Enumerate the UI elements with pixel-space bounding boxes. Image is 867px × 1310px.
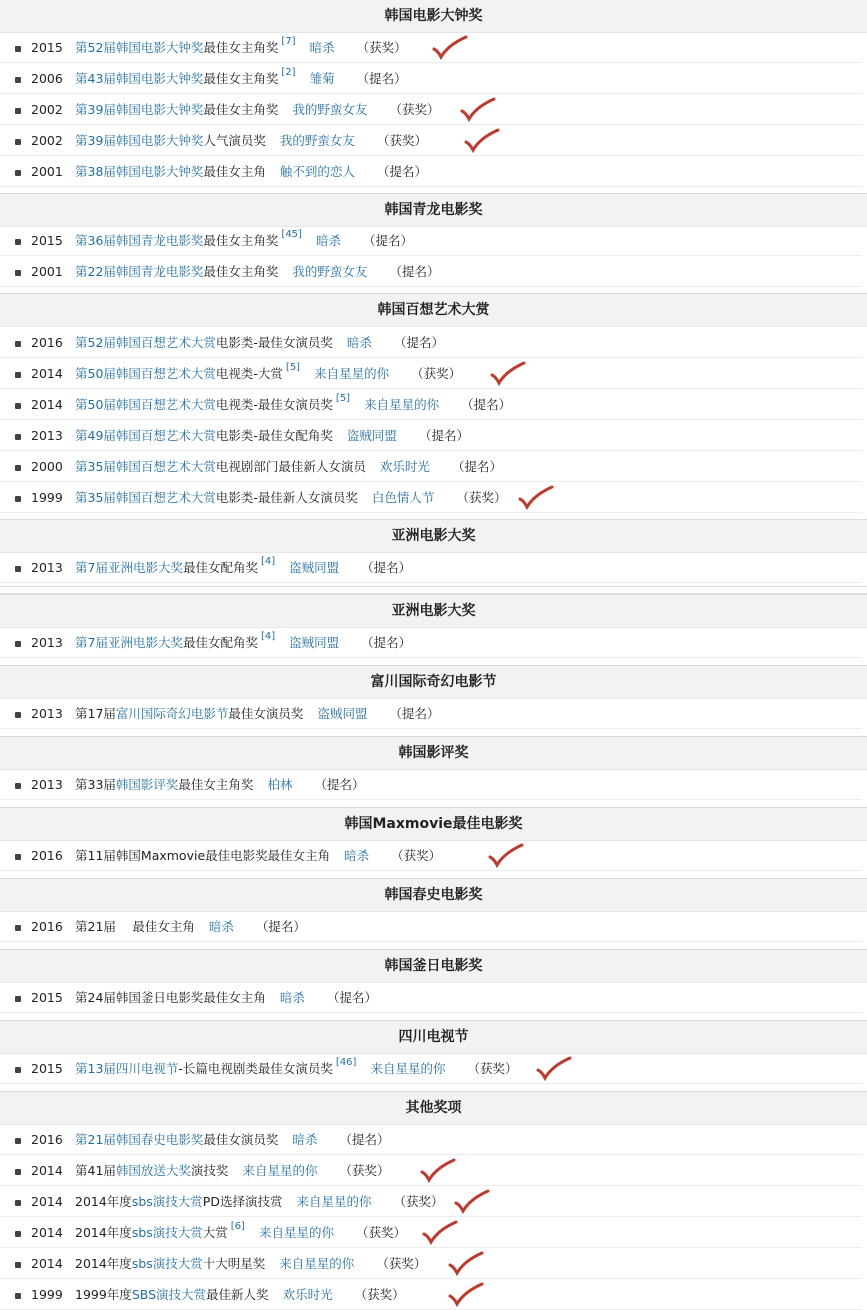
section-header: 四川电视节 [0, 1020, 867, 1054]
award-year: 2016 [31, 919, 63, 934]
award-category: 演技奖 [190, 1163, 229, 1178]
award-prefix: 1999年度 [75, 1287, 132, 1302]
work-title-link[interactable]: 盗贼同盟 [317, 706, 368, 721]
award-year: 2001 [31, 264, 63, 279]
award-result: （获奖） [389, 102, 440, 117]
award-result: （获奖） [393, 1194, 444, 1209]
award-event-link[interactable]: sbs演技大赏 [131, 1256, 203, 1271]
award-prefix: 2014年度 [75, 1256, 132, 1271]
award-result: （获奖） [339, 1163, 390, 1178]
square-bullet-icon [15, 1138, 21, 1144]
award-row [0, 95, 862, 125]
award-event-link[interactable]: 第50届韩国百想艺术大赏 [75, 366, 216, 381]
award-year: 2016 [31, 1132, 63, 1147]
award-result: （获奖） [376, 133, 427, 148]
square-bullet-icon [15, 372, 21, 378]
award-row [0, 983, 862, 1013]
award-result: （获奖） [376, 1256, 427, 1271]
section-header: 韩国青龙电影奖 [0, 193, 867, 227]
award-category: 最佳女主角奖 [203, 102, 279, 117]
square-bullet-icon [15, 925, 21, 931]
square-bullet-icon [15, 239, 21, 245]
award-row [0, 390, 862, 420]
award-category: 十大明星奖 [202, 1256, 266, 1271]
work-title-link[interactable]: 欢乐时光 [282, 1287, 333, 1302]
award-prefix: 第17届 [75, 706, 116, 721]
award-category: 电视类-大赏 [215, 366, 283, 381]
award-year: 2013 [31, 560, 63, 575]
work-title-link[interactable]: 盗贼同盟 [289, 560, 340, 575]
award-event-link[interactable]: 第39届韩国电影大钟奖 [75, 133, 204, 148]
section-header: 亚洲电影大奖 [0, 594, 867, 628]
award-row [0, 1054, 862, 1084]
award-category: 电视类-最佳女演员奖 [215, 397, 333, 412]
reference-link[interactable]: [4] [260, 556, 276, 567]
square-bullet-icon [15, 465, 21, 471]
work-title-link[interactable]: 雏菊 [309, 71, 335, 86]
award-result: （提名） [362, 233, 413, 248]
award-result: （提名） [461, 397, 512, 412]
work-title-link[interactable]: 白色情人节 [371, 490, 435, 505]
award-year: 2014 [31, 1256, 63, 1271]
award-event-link[interactable]: sbs演技大赏 [131, 1194, 203, 1209]
red-checkmark-icon [462, 126, 502, 156]
award-event-link[interactable]: 第36届韩国青龙电影奖 [75, 233, 204, 248]
award-result: （提名） [361, 635, 412, 650]
reference-link[interactable]: [7] [281, 36, 296, 47]
square-bullet-icon [15, 170, 21, 176]
work-title-link[interactable]: 来自星星的你 [314, 366, 390, 381]
award-row [0, 1187, 862, 1217]
award-row [0, 421, 862, 451]
award-category: 最佳女主角奖 [203, 264, 279, 279]
award-event-link[interactable]: 韩国影评奖 [115, 777, 179, 792]
square-bullet-icon [15, 712, 21, 718]
award-result: （提名） [314, 777, 365, 792]
reference-link[interactable]: [5] [335, 393, 351, 404]
red-checkmark-icon [418, 1156, 458, 1186]
section-header: 韩国百想艺术大赏 [0, 293, 867, 327]
work-title-link[interactable]: 来自星星的你 [242, 1163, 318, 1178]
award-year: 1999 [31, 490, 63, 505]
award-event-link[interactable]: 第7届亚洲电影大奖 [75, 560, 183, 575]
red-checkmark-icon [486, 841, 526, 871]
award-prefix: 2014年度 [75, 1194, 132, 1209]
award-year: 2016 [31, 848, 63, 863]
award-category: 最佳女配角奖 [182, 560, 258, 575]
square-bullet-icon [15, 77, 21, 83]
award-event-link[interactable]: 第49届韩国百想艺术大赏 [75, 428, 216, 443]
award-category: 人气演员奖 [203, 133, 266, 148]
award-row [0, 33, 862, 63]
award-event-link[interactable]: 第21届韩国春史电影奖 [75, 1132, 204, 1147]
award-row [0, 912, 862, 942]
award-event-link[interactable]: 第13届四川电视节 [75, 1061, 179, 1076]
square-bullet-icon [15, 270, 21, 276]
award-row [0, 226, 862, 256]
award-prefix: 第24届韩国釜日电影奖最佳女主角 [75, 990, 266, 1005]
award-result: （提名） [389, 264, 440, 279]
square-bullet-icon [15, 46, 21, 52]
award-year: 2014 [31, 1225, 63, 1240]
award-result: （提名） [356, 71, 407, 86]
square-bullet-icon [15, 1262, 21, 1268]
work-title-link[interactable]: 我的野蛮女友 [292, 264, 368, 279]
red-checkmark-icon [534, 1054, 574, 1084]
work-title-link[interactable]: 欢乐时光 [379, 459, 430, 474]
award-row [0, 257, 862, 287]
award-event-link[interactable]: 富川国际奇幻电影节 [115, 706, 229, 721]
award-row [0, 359, 862, 389]
work-title-link[interactable]: 柏林 [267, 777, 293, 792]
award-category: 最佳女演员奖 [228, 706, 304, 721]
award-row [0, 1156, 862, 1186]
award-result: （获奖） [411, 366, 462, 381]
section-header: 韩国影评奖 [0, 736, 867, 770]
award-result: （获奖） [355, 1225, 406, 1240]
award-row [0, 553, 862, 583]
award-row [0, 628, 862, 658]
award-row [0, 770, 862, 800]
award-prefix: 第11届韩国Maxmovie最佳电影奖最佳女主角 [75, 848, 331, 863]
section-header: 韩国Maxmovie最佳电影奖 [0, 807, 867, 841]
section-divider [0, 586, 867, 594]
award-category: 最佳女演员奖 [203, 1132, 279, 1147]
award-year: 2002 [31, 133, 63, 148]
award-year: 1999 [31, 1287, 63, 1302]
award-event-link[interactable]: sbs演技大赏 [131, 1225, 203, 1240]
work-title-link[interactable]: 触不到的恋人 [279, 164, 355, 179]
award-result: （提名） [418, 428, 469, 443]
red-checkmark-icon [452, 1187, 492, 1217]
award-category: 最佳女主角奖 [203, 40, 279, 55]
award-event-link[interactable]: 第38届韩国电影大钟奖 [75, 164, 204, 179]
award-event-link[interactable]: 第39届韩国电影大钟奖 [75, 102, 204, 117]
award-result: （提名） [376, 164, 427, 179]
award-year: 2015 [31, 1061, 63, 1076]
award-event-link[interactable]: 韩国放送大奖 [115, 1163, 191, 1178]
award-category: 最佳女配角奖 [182, 635, 258, 650]
award-event-link[interactable]: 第7届亚洲电影大奖 [75, 635, 183, 650]
red-checkmark-icon [430, 33, 470, 63]
section-header: 韩国春史电影奖 [0, 878, 867, 912]
award-event-link[interactable]: 第35届韩国百想艺术大赏 [75, 490, 216, 505]
square-bullet-icon [15, 108, 21, 114]
award-prefix: 第33届 [75, 777, 116, 792]
award-row [0, 328, 862, 358]
work-title-link[interactable]: 我的野蛮女友 [279, 133, 355, 148]
award-prefix: 第41届 [75, 1163, 116, 1178]
square-bullet-icon [15, 496, 21, 502]
work-title-link[interactable]: 暗杀 [208, 919, 234, 934]
award-row [0, 157, 862, 187]
award-row [0, 64, 862, 94]
red-checkmark-icon [458, 95, 498, 125]
award-result: （提名） [255, 919, 306, 934]
award-year: 2014 [31, 366, 63, 381]
award-row [0, 841, 862, 871]
reference-link[interactable]: [46] [335, 1057, 357, 1068]
work-title-link[interactable]: 暗杀 [315, 233, 341, 248]
reference-link[interactable]: [2] [281, 67, 296, 78]
award-year: 2015 [31, 40, 63, 55]
work-title-link[interactable]: 来自星星的你 [296, 1194, 372, 1209]
award-category: 最佳女主角奖 [203, 233, 279, 248]
award-row [0, 483, 862, 513]
award-category: 最佳女主角奖 [178, 777, 254, 792]
work-title-link[interactable]: 盗贼同盟 [346, 428, 397, 443]
award-year: 2013 [31, 706, 63, 721]
award-year: 2015 [31, 990, 63, 1005]
award-event-link[interactable]: SBS演技大赏 [131, 1287, 207, 1302]
award-year: 2000 [31, 459, 63, 474]
square-bullet-icon [15, 1231, 21, 1237]
award-event-link[interactable]: 第43届韩国电影大钟奖 [75, 71, 204, 86]
award-result: （提名） [393, 335, 444, 350]
square-bullet-icon [15, 854, 21, 860]
award-year: 2015 [31, 233, 63, 248]
award-row [0, 699, 862, 729]
work-title-link[interactable]: 暗杀 [346, 335, 372, 350]
square-bullet-icon [15, 566, 21, 572]
reference-link[interactable]: [6] [230, 1221, 245, 1232]
award-category: PD选择演技赏 [202, 1194, 283, 1209]
award-row [0, 1125, 862, 1155]
award-result: （获奖） [456, 490, 507, 505]
award-category: 电影类-最佳女演员奖 [215, 335, 333, 350]
award-year: 2002 [31, 102, 63, 117]
award-result: （提名） [361, 560, 412, 575]
section-header: 韩国电影大钟奖 [0, 0, 867, 33]
award-category: 大赏 [202, 1225, 228, 1240]
reference-link[interactable]: [45] [281, 229, 302, 240]
red-checkmark-icon [420, 1218, 460, 1248]
work-title-link[interactable]: 盗贼同盟 [289, 635, 340, 650]
award-result: （提名） [339, 1132, 390, 1147]
work-title-link[interactable]: 暗杀 [279, 990, 305, 1005]
award-event-link[interactable]: 第52届韩国百想艺术大赏 [75, 335, 216, 350]
section-header: 亚洲电影大奖 [0, 519, 867, 553]
square-bullet-icon [15, 139, 21, 145]
red-checkmark-icon [446, 1249, 486, 1279]
work-title-link[interactable]: 暗杀 [344, 848, 370, 863]
award-result: （获奖） [467, 1061, 518, 1076]
red-checkmark-icon [446, 1280, 486, 1310]
square-bullet-icon [15, 341, 21, 347]
red-checkmark-icon [516, 483, 556, 513]
award-year: 2006 [31, 71, 63, 86]
square-bullet-icon [15, 1169, 21, 1175]
award-category: 电影类-最佳新人女演员奖 [215, 490, 358, 505]
award-event-link[interactable]: 第35届韩国百想艺术大赏 [75, 459, 216, 474]
award-row [0, 452, 862, 482]
square-bullet-icon [15, 1200, 21, 1206]
award-result: （提名） [389, 706, 440, 721]
award-year: 2014 [31, 397, 63, 412]
award-category: 最佳新人奖 [206, 1287, 269, 1302]
award-result: （获奖） [391, 848, 442, 863]
award-category: 最佳女主角奖 [203, 71, 279, 86]
section-header: 其他奖项 [0, 1091, 867, 1125]
award-result: （提名） [451, 459, 502, 474]
award-year: 2014 [31, 1163, 63, 1178]
square-bullet-icon [15, 403, 21, 409]
award-result: （获奖） [356, 40, 407, 55]
award-year: 2014 [31, 1194, 63, 1209]
red-checkmark-icon [488, 359, 528, 389]
square-bullet-icon [15, 641, 21, 647]
section-header: 韩国釜日电影奖 [0, 949, 867, 983]
award-category: 电影类-最佳女配角奖 [215, 428, 333, 443]
reference-link[interactable]: [5] [285, 362, 301, 373]
work-title-link[interactable]: 来自星星的你 [370, 1061, 446, 1076]
work-title-link[interactable]: 暗杀 [309, 40, 335, 55]
award-year: 2016 [31, 335, 63, 350]
award-year: 2013 [31, 635, 63, 650]
award-row [0, 1249, 862, 1279]
award-row [0, 126, 862, 156]
square-bullet-icon [15, 783, 21, 789]
award-year: 2001 [31, 164, 63, 179]
work-title-link[interactable]: 来自星星的你 [279, 1256, 355, 1271]
square-bullet-icon [15, 1293, 21, 1299]
square-bullet-icon [15, 996, 21, 1002]
work-title-link[interactable]: 我的野蛮女友 [292, 102, 368, 117]
award-year: 2013 [31, 777, 63, 792]
award-prefix: 2014年度 [75, 1225, 132, 1240]
work-title-link[interactable]: 暗杀 [292, 1132, 318, 1147]
work-title-link[interactable]: 来自星星的你 [364, 397, 440, 412]
award-result: （获奖） [354, 1287, 405, 1302]
award-category: -长篇电视剧类最佳女演员奖 [178, 1061, 333, 1076]
award-event-link[interactable]: 第52届韩国电影大钟奖 [75, 40, 204, 55]
award-year: 2013 [31, 428, 63, 443]
square-bullet-icon [15, 1067, 21, 1073]
award-prefix: 第21届 最佳女主角 [75, 919, 195, 934]
award-category: 最佳女主角 [203, 164, 266, 179]
award-row [0, 1218, 862, 1248]
award-row [0, 1280, 862, 1310]
reference-link[interactable]: [4] [260, 631, 276, 642]
section-header: 富川国际奇幻电影节 [0, 665, 867, 699]
square-bullet-icon [15, 434, 21, 440]
work-title-link[interactable]: 来自星星的你 [258, 1225, 334, 1240]
award-result: （提名） [326, 990, 377, 1005]
award-event-link[interactable]: 第50届韩国百想艺术大赏 [75, 397, 216, 412]
award-event-link[interactable]: 第22届韩国青龙电影奖 [75, 264, 204, 279]
award-category: 电视剧部门最佳新人女演员 [215, 459, 366, 474]
